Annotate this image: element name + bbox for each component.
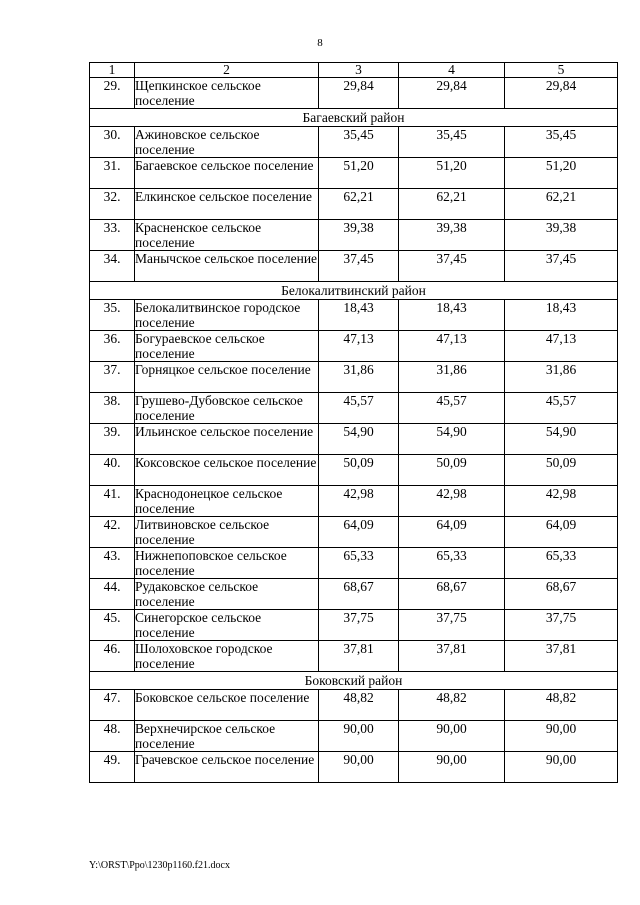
table-row (90, 455, 618, 486)
row-number: 37. (90, 362, 135, 393)
column-header: 5 (505, 63, 618, 78)
row-number: 47. (90, 690, 135, 721)
value-col-3: 37,45 (319, 251, 399, 282)
row-number: 34. (90, 251, 135, 282)
column-header: 1 (90, 63, 135, 78)
settlement-name: Грушево-Дубовское сельское поселение (135, 393, 319, 424)
table-row (90, 78, 618, 109)
row-number: 32. (90, 189, 135, 220)
settlement-name: Богураевское сельское поселение (135, 331, 319, 362)
column-header: 3 (319, 63, 399, 78)
settlement-name: Манычское сельское поселение (135, 251, 319, 282)
value-col-3: 68,67 (319, 579, 399, 610)
settlement-name: Литвиновское сельское поселение (135, 517, 319, 548)
table-row (90, 579, 618, 610)
value-col-5: 37,81 (505, 641, 618, 672)
table-row (90, 300, 618, 331)
table-row (90, 331, 618, 362)
value-col-5: 65,33 (505, 548, 618, 579)
value-col-4: 50,09 (399, 455, 505, 486)
value-col-3: 31,86 (319, 362, 399, 393)
settlement-name: Щепкинское сельское поселение (135, 78, 319, 109)
row-number: 29. (90, 78, 135, 109)
value-col-5: 64,09 (505, 517, 618, 548)
value-col-4: 65,33 (399, 548, 505, 579)
value-col-4: 90,00 (399, 752, 505, 783)
value-col-3: 47,13 (319, 331, 399, 362)
table-row (90, 721, 618, 752)
settlement-name: Шолоховское городское поселение (135, 641, 319, 672)
page-number: 8 (317, 37, 323, 49)
settlement-name: Краснодонецкое сельское поселение (135, 486, 319, 517)
table-row (90, 517, 618, 548)
value-col-3: 51,20 (319, 158, 399, 189)
district-header-row (90, 282, 618, 300)
settlement-name: Белокалитвинское городское поселение (135, 300, 319, 331)
row-number: 45. (90, 610, 135, 641)
settlement-name: Рудаковское сельское поселение (135, 579, 319, 610)
value-col-4: 37,45 (399, 251, 505, 282)
settlement-name: Коксовское сельское поселение (135, 455, 319, 486)
district-header-row (90, 672, 618, 690)
value-col-5: 68,67 (505, 579, 618, 610)
row-number: 46. (90, 641, 135, 672)
row-number: 40. (90, 455, 135, 486)
value-col-4: 54,90 (399, 424, 505, 455)
table-row (90, 189, 618, 220)
settlement-name: Елкинское сельское поселение (135, 189, 319, 220)
settlement-name: Боковское сельское поселение (135, 690, 319, 721)
row-number: 39. (90, 424, 135, 455)
row-number: 31. (90, 158, 135, 189)
value-col-4: 90,00 (399, 721, 505, 752)
value-col-4: 39,38 (399, 220, 505, 251)
value-col-3: 45,57 (319, 393, 399, 424)
row-number: 35. (90, 300, 135, 331)
value-col-5: 51,20 (505, 158, 618, 189)
value-col-3: 50,09 (319, 455, 399, 486)
value-col-3: 35,45 (319, 127, 399, 158)
table-row (90, 158, 618, 189)
value-col-4: 51,20 (399, 158, 505, 189)
table-header-row (90, 63, 618, 78)
row-number: 48. (90, 721, 135, 752)
column-header: 4 (399, 63, 505, 78)
table-row (90, 610, 618, 641)
row-number: 30. (90, 127, 135, 158)
value-col-3: 18,43 (319, 300, 399, 331)
value-col-4: 45,57 (399, 393, 505, 424)
value-col-4: 18,43 (399, 300, 505, 331)
value-col-5: 47,13 (505, 331, 618, 362)
value-col-3: 62,21 (319, 189, 399, 220)
settlement-name: Верхнечирское сельское поселение (135, 721, 319, 752)
value-col-3: 65,33 (319, 548, 399, 579)
value-col-4: 37,75 (399, 610, 505, 641)
settlement-name: Нижнепоповское сельское поселение (135, 548, 319, 579)
table-row (90, 486, 618, 517)
value-col-3: 42,98 (319, 486, 399, 517)
value-col-4: 31,86 (399, 362, 505, 393)
file-path-footer: Y:\ORST\Ppo\1230p1160.f21.docx (89, 860, 230, 871)
value-col-5: 42,98 (505, 486, 618, 517)
value-col-4: 62,21 (399, 189, 505, 220)
district-title: Белокалитвинский район (90, 282, 618, 300)
value-col-3: 54,90 (319, 424, 399, 455)
value-col-5: 50,09 (505, 455, 618, 486)
value-col-5: 90,00 (505, 752, 618, 783)
settlement-name: Ильинское сельское поселение (135, 424, 319, 455)
value-col-5: 35,45 (505, 127, 618, 158)
settlements-table (89, 62, 618, 783)
row-number: 42. (90, 517, 135, 548)
district-title: Боковский район (90, 672, 618, 690)
value-col-4: 48,82 (399, 690, 505, 721)
settlement-name: Горняцкое сельское поселение (135, 362, 319, 393)
row-number: 44. (90, 579, 135, 610)
settlement-name: Ажиновское сельское поселение (135, 127, 319, 158)
row-number: 41. (90, 486, 135, 517)
value-col-3: 90,00 (319, 752, 399, 783)
value-col-5: 90,00 (505, 721, 618, 752)
value-col-5: 62,21 (505, 189, 618, 220)
row-number: 38. (90, 393, 135, 424)
table-row (90, 752, 618, 783)
value-col-3: 39,38 (319, 220, 399, 251)
value-col-5: 54,90 (505, 424, 618, 455)
value-col-4: 42,98 (399, 486, 505, 517)
value-col-3: 48,82 (319, 690, 399, 721)
settlement-name: Красненское сельское поселение (135, 220, 319, 251)
value-col-5: 45,57 (505, 393, 618, 424)
table-row (90, 690, 618, 721)
value-col-5: 37,45 (505, 251, 618, 282)
value-col-4: 68,67 (399, 579, 505, 610)
value-col-3: 37,75 (319, 610, 399, 641)
value-col-3: 90,00 (319, 721, 399, 752)
value-col-3: 64,09 (319, 517, 399, 548)
settlement-name: Багаевское сельское поселение (135, 158, 319, 189)
row-number: 49. (90, 752, 135, 783)
value-col-5: 39,38 (505, 220, 618, 251)
value-col-3: 29,84 (319, 78, 399, 109)
value-col-4: 29,84 (399, 78, 505, 109)
row-number: 43. (90, 548, 135, 579)
value-col-5: 29,84 (505, 78, 618, 109)
table-row (90, 393, 618, 424)
value-col-5: 18,43 (505, 300, 618, 331)
value-col-4: 35,45 (399, 127, 505, 158)
district-header-row (90, 109, 618, 127)
value-col-5: 48,82 (505, 690, 618, 721)
value-col-4: 37,81 (399, 641, 505, 672)
value-col-4: 64,09 (399, 517, 505, 548)
value-col-3: 37,81 (319, 641, 399, 672)
table-row (90, 127, 618, 158)
row-number: 36. (90, 331, 135, 362)
table-row (90, 362, 618, 393)
district-title: Багаевский район (90, 109, 618, 127)
table-row (90, 251, 618, 282)
table-row (90, 220, 618, 251)
table-row (90, 641, 618, 672)
settlement-name: Грачевское сельское поселение (135, 752, 319, 783)
table-row (90, 424, 618, 455)
settlement-name: Синегорское сельское поселение (135, 610, 319, 641)
value-col-5: 31,86 (505, 362, 618, 393)
row-number: 33. (90, 220, 135, 251)
value-col-4: 47,13 (399, 331, 505, 362)
column-header: 2 (135, 63, 319, 78)
value-col-5: 37,75 (505, 610, 618, 641)
table-row (90, 548, 618, 579)
